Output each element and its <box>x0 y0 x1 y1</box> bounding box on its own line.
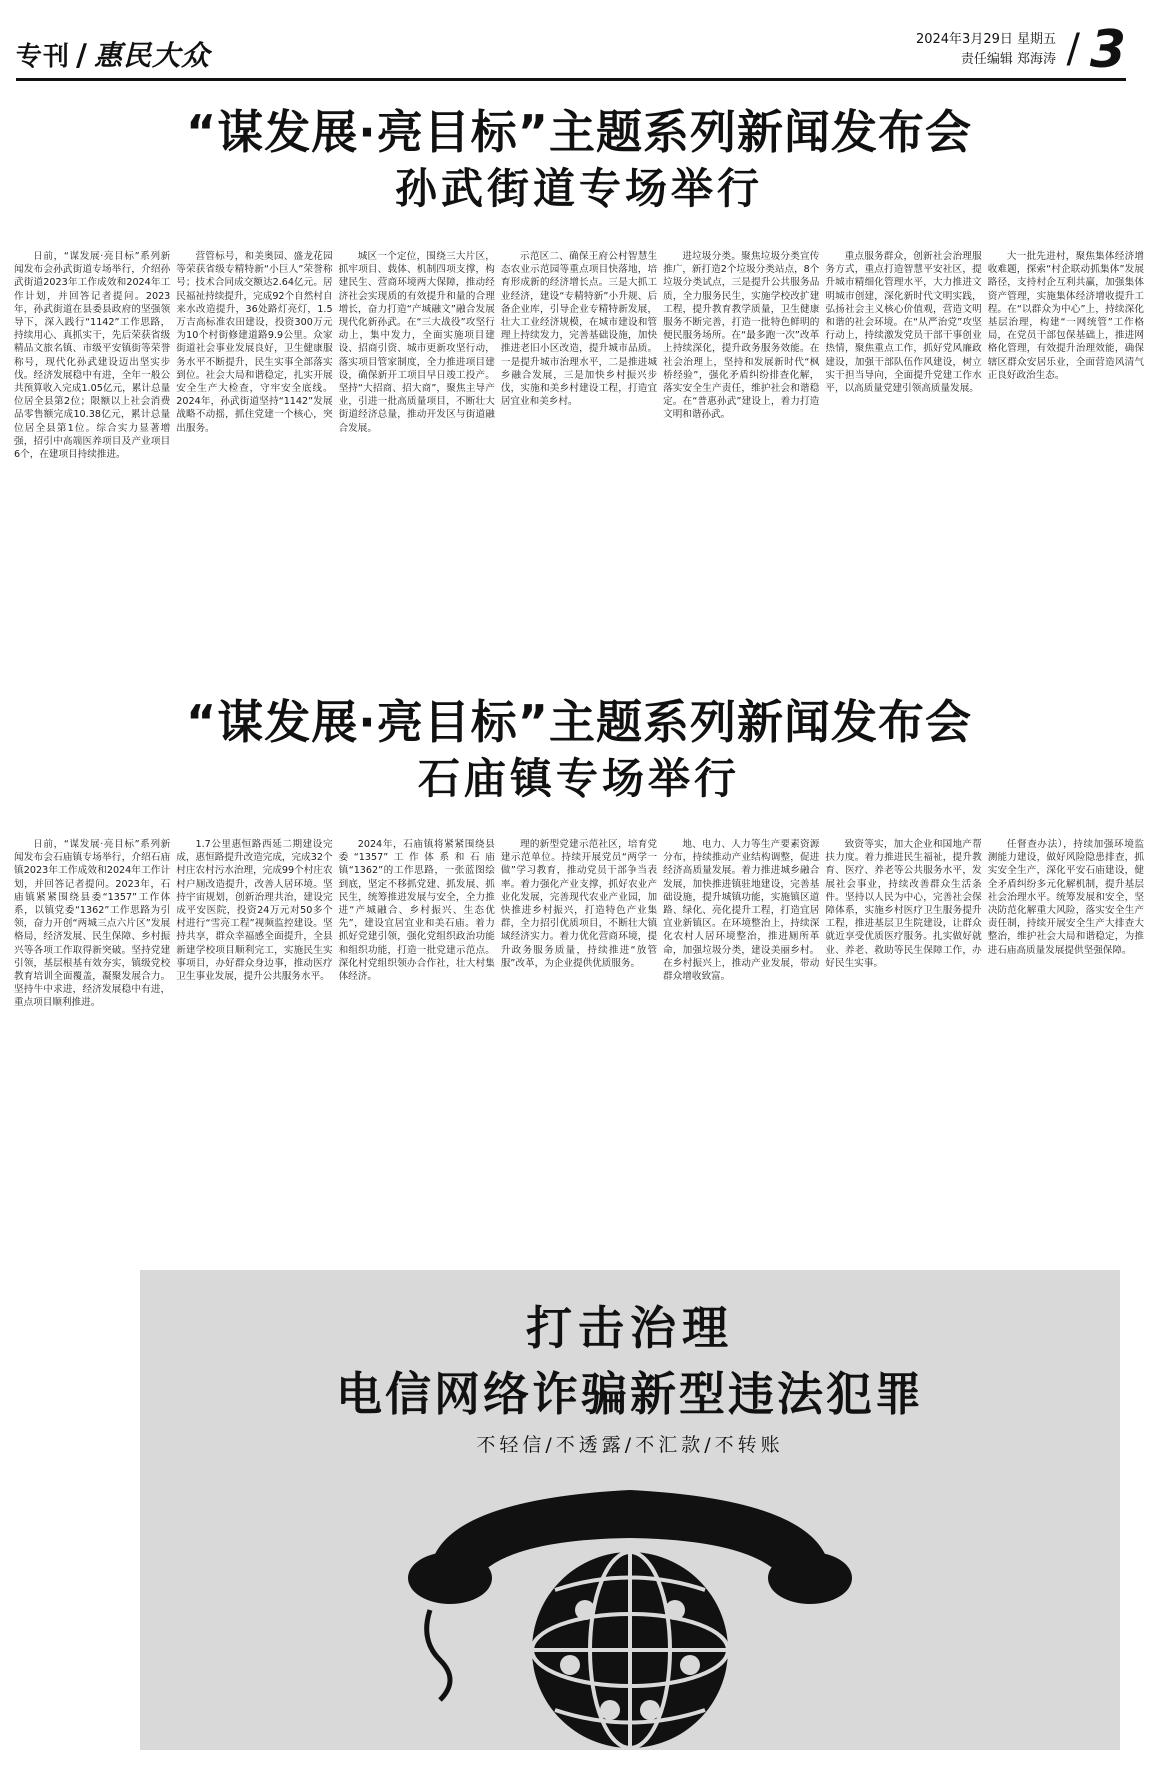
article1-paragraph: 营管标号，和美奥园、盛龙花园等荣获省级专精特新“小巨人”荣誉称号；技术合同成交额达2.64亿元。居民福祉持续提升，完成92个自然村自来水改造提升，36处路灯亮灯，1.5万吉高标准农田建设，投资300万元为10个村街修建道路9.9公里。众家街道社会事业发展良好，卫生健康服务水平不断提升，民生实事全部落实到位。社会大局和谐稳定，扎实开展安全生产大检查，守牢安全底线。2024年，孙武街道坚持“1142”发展战略不动摇，抓住党建一个核心，突出服务。 <box>176 251 333 434</box>
article2-column <box>501 838 657 1258</box>
article2-column <box>825 838 981 1258</box>
article1-column <box>176 250 332 650</box>
article1-title: “谋发展·亮目标”主题系列新闻发布会 <box>186 105 972 159</box>
article1-body <box>14 250 1144 650</box>
psa-slogan: 不轻信/不透露/不汇款/不转账 <box>476 1434 784 1456</box>
article2-paragraph: 致资等实，加大企业和国地产帮扶力度。着力推进民生福祉，提升教育、医疗、养老等公共服务水平，发展社会事业，持续改善群众生活条件。坚持以人民为中心，完善社会保障体系，实施乡村医疗卫生服务提升工程，推进基层卫生院建设，让群众就近享受优质医疗服务。扎实做好就业、养老、救助等民生保障工作，办好民生实事。 <box>825 839 982 969</box>
article1-column <box>825 250 981 650</box>
article1-column <box>988 250 1144 650</box>
brand-logo-text: 惠民大众 <box>93 39 210 72</box>
article2-column <box>988 838 1144 1258</box>
article2-paragraph: 日前，“谋发展·亮目标”系列新闻发布会石庙镇专场举行，介绍石庙镇2023年工作成效和2024年工作计划，并回答记者提问。2023年，石庙镇紧紧围绕县委“1357”工作体系，以镇党委“1362”工作思路为引领，奋力开创“两城三点六片区”发展格局，经济发展、民生保障、乡村振兴等各项工作取得新突破。坚持党建引领，基层根基有效夯实，镇级党校教育培训全面覆盖，凝聚发展合力。坚持牛中求进，经济发展稳中有进，重点项目顺利推进。 <box>14 839 171 1009</box>
article2-column <box>176 838 332 1258</box>
article1-paragraph: 示范区二、确保王府公村智慧生态农业示范园等重点项目快落地，培育形成新的经济增长点。三是大抓工业经济，建设“专精特新”小升规、后备企业库，引导企业专精特新发展，壮大工业经济规模，在城市建设和管理上持续发力，完善基础设施，加快推进老旧小区改造，提升城市品质。一是提升城市治理水平，二是推进城乡融合发展，三是加快乡村振兴步伐，实施和美乡村建设工程，打造宜居宜业和美乡村。 <box>500 251 658 408</box>
masthead-divider: / <box>76 38 88 73</box>
article2-column <box>339 838 495 1258</box>
page-number: 3 <box>1089 20 1126 80</box>
rotary-phone-globe-icon <box>370 1460 890 1750</box>
section-label: 专刊 <box>16 42 71 72</box>
anti-fraud-psa <box>140 1270 1120 1750</box>
article2-subtitle: 石庙镇专场举行 <box>417 754 740 803</box>
article1-paragraph: 城区一个定位，围绕三大片区，抓牢项目、载体、机制四项支撑，构建民生、营商环境两大保障，推动经济社会实现质的有效提升和量的合理增长，奋力打造“产城融文”融合发展现代化新孙武。在“三大战役”攻坚行动上，集中发力，全面实施项目建设、招商引资、城市更新攻坚行动，落实项目管家制度，全力推进项目建设，确保新开工项目早日竣工投产。坚持“大招商、招大商”，聚焦主导产业，引进一批高质量项目，不断壮大街道经济总量，推动开发区与街道融合发展。 <box>338 251 495 434</box>
article1-column <box>501 250 657 650</box>
psa-heading-line1: 打击治理 <box>526 1301 734 1355</box>
article2-title: “谋发展·亮目标”主题系列新闻发布会 <box>186 695 972 749</box>
masthead <box>16 20 1126 81</box>
article2-paragraph: 2024年，石庙镇将紧紧围绕县委“1357”工作体系和石庙镇“1362”的工作思路，一张蓝图绘到底，坚定不移抓党建、抓发展、抓民生，统筹推进发展与安全，全力推进“产城融合、乡村振兴、生态优先”，建设宜居宜业和美石庙。着力抓好党建引领，强化党组织政治功能和组织功能，打造一批党建示范点。深化村党组织领办合作社，壮大村集体经济。 <box>338 839 495 983</box>
article2-paragraph: 1.7公里惠恒路西延二期建设完成，惠恒路提升改造完成，完成32个村庄农村污水治理，完成99个村庄农村户厕改造提升，改善人居环境。坚持宇宙规划，创新治理共治，建设完成平安医院，投资24万元对50多个村进行“雪亮工程”视频监控建设。坚持共享，群众幸福感全面提升，全县新建学校项目顺利完工，实施民生实事项目，办好群众身边事，推动医疗卫生事业发展，提升公共服务水平。 <box>176 839 333 983</box>
article1-paragraph: 重点服务群众，创新社会治理服务方式，重点打造智慧平安社区，提升城市精细化管理水平，大力推进文明城市创建，深化新时代文明实践，弘扬社会主义核心价值观，营造文明和谐的社会环境。在“从严治党”攻坚行动上，持续激发党员干部干事创业热情，聚焦重点工作，抓好党风廉政建设，加强干部队伍作风建设，树立实干担当导向，全面提升党建工作水平，以高质量党建引领高质量发展。 <box>825 251 982 395</box>
issue-date: 2024年3月29日 星期五 <box>915 32 1056 47</box>
psa-heading-line2: 电信网络诈骗新型违法犯罪 <box>336 1367 924 1421</box>
article1-paragraph: 大一批先进村，聚焦集体经济增收难题，探索“村企联动抓集体”发展路径，支持村企互利共赢，加强集体资产管理，实施集体经济增收提升工程。在“以群众为中心”上，持续深化基层治理，构建“一网统管”工作格局，在党员干部包保基础上，推进网格化管理，有效提升治理效能，确保辖区群众安居乐业，全面营造风清气正良好政治生态。 <box>987 251 1144 381</box>
article2-column <box>14 838 170 1258</box>
responsible-editor: 责任编辑 郑海涛 <box>960 52 1056 67</box>
article2-paragraph: 任督查办法），持续加强环境监测能力建设，做好风险隐患排查，抓实安全生产，深化平安石庙建设，健全矛盾纠纷多元化解机制，提升基层社会治理水平。统筹发展和安全，坚决防范化解重大风险，落实安全生产责任制，持续开展安全生产大排查大整治，维护社会大局和谐稳定，为推进石庙高质量发展提供坚强保障。 <box>987 839 1144 956</box>
article1-paragraph: 日前，“谋发展·亮目标”系列新闻发布会孙武街道专场举行，介绍孙武街道2023年工作成效和2024年工作计划，并回答记者提问。2023年，孙武街道在县委县政府的坚强领导下，深入践行“1142”工作思路，持续用心、真抓实干，先后荣获省级精品文旅名镇、市级平安镇街等荣誉称号，现代化孙武建设迈出坚实步伐。经济发展稳中有进，全年一般公共预算收入完成1.05亿元，累计总量位居全县第2位；限额以上社会消费品零售额完成10.38亿元，累计总量位居全县第1位。综合实力显著增强，招引中高端医养项目及产业项目6个，在建项目持续推进。 <box>14 251 171 461</box>
article1-paragraph: 进垃圾分类。聚焦垃圾分类宣传推广，新打造2个垃圾分类站点，8个垃圾分类试点，三是提升公共服务品质，全力服务民生，实施学校改扩建工程，提升教育教学质量，卫生健康服务不断完善，打造一批特色鲜明的便民服务场所。在“最多跑一次”改革上持续深化，提升政务服务效能。在社会治理上，坚持和发展新时代“枫桥经验”，强化矛盾纠纷排查化解，落实安全生产责任，维护社会和谐稳定。在“普惠孙武”建设上，着力打造文明和谐孙武。 <box>663 251 820 421</box>
article1-column <box>14 250 170 650</box>
article1-subtitle: 孙武街道专场举行 <box>394 164 763 213</box>
article1-column <box>663 250 819 650</box>
page-number-divider: / <box>1066 26 1080 72</box>
article1-column <box>339 250 495 650</box>
article2-body <box>14 838 1144 1258</box>
masthead-info <box>916 30 1056 70</box>
article2-paragraph: 地、电力、人力等生产要素资源分布，持续推动产业结构调整，促进经济高质量发展。着力推进城乡融合发展，加快推进镇驻地建设，完善基础设施，提升城镇功能，实施镇区道路、绿化、亮化提升工程，打造宜居宜业新镇区。在环境整治上，持续深化农村人居环境整治，推进厕所革命，加强垃圾分类，建设美丽乡村。在乡村振兴上，推动产业发展，带动群众增收致富。 <box>663 839 820 983</box>
article2-paragraph: 理的新型党建示范社区，培育党建示范单位。持续开展党员“两学一做”学习教育，推动党员干部争当表率。着力强化产业支撑，抓好农业产业化发展，完善现代农业产业园，加快推进乡村振兴，打造特色产业集群，全力招引优质项目，不断壮大镇域经济实力。着力优化营商环境，提升政务服务质量，持续推进“放管服”改革，为企业提供优质服务。 <box>500 839 658 969</box>
masthead-left <box>16 34 210 74</box>
article2-column <box>663 838 819 1258</box>
